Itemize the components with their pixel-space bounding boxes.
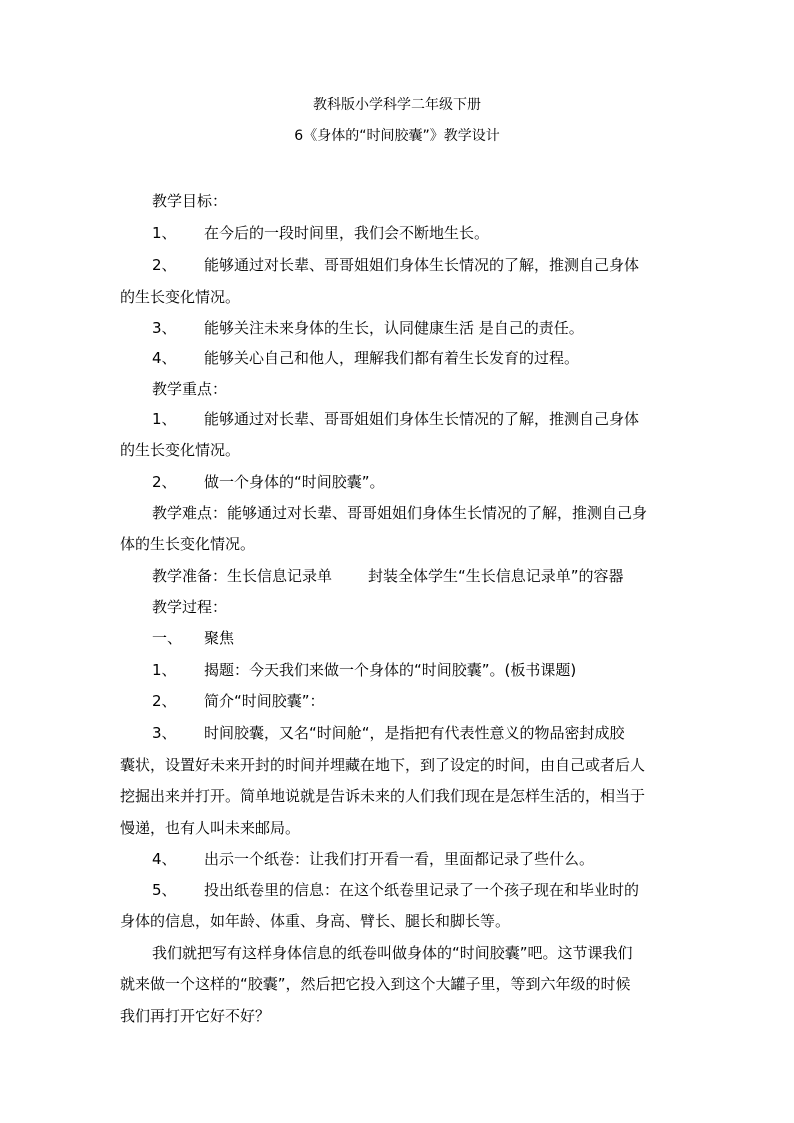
doc-title: 教科版小学科学二年级下册	[313, 97, 481, 113]
key-text: 做一个身体的“时间胶囊”。	[204, 473, 385, 491]
step-continuation: 挖掘出来并打开。简单地说就是告诉未来的人们我们现在是怎样生活的，相当于	[120, 787, 646, 805]
goal-number: 2、	[152, 256, 177, 274]
prep-label: 教学准备：生长信息记录单	[152, 567, 333, 585]
step-number: 2、	[152, 692, 177, 710]
process-heading: 教学过程：	[152, 598, 228, 616]
goals-heading: 教学目标：	[152, 192, 228, 210]
step-continuation: 身体的信息，如年龄、体重、身高、臂长、腿长和脚长等。	[120, 912, 511, 930]
step-text: 投出纸卷里的信息：在这个纸卷里记录了一个孩子现在和毕业时的	[204, 881, 640, 899]
step-text: 揭题：今天我们来做一个身体的“时间胶囊”。(板书课题)	[204, 661, 577, 679]
goal-text: 在今后的一段时间里，我们会不断地生长。	[204, 224, 490, 242]
keys-heading: 教学重点：	[152, 380, 228, 398]
goal-number: 3、	[152, 319, 177, 337]
closing-paragraph: 我们就把写有这样身体信息的纸卷叫做身体的“时间胶囊”吧。这节课我们	[152, 944, 633, 962]
goal-number: 1、	[152, 224, 177, 242]
key-text: 能够通过对长辈、哥哥姐姐们身体生长情况的了解，推测自己身体	[204, 410, 640, 428]
section-text: 聚焦	[204, 629, 235, 647]
step-number: 4、	[152, 850, 177, 868]
step-text: 时间胶囊，又名“时间舱“，是指把有代表性意义的物品密封成胶	[204, 724, 625, 742]
step-number: 1、	[152, 661, 177, 679]
goal-number: 4、	[152, 349, 177, 367]
goal-text: 能够关心自己和他人，理解我们都有着生长发育的过程。	[204, 349, 580, 367]
difficulty-line-2: 体的生长变化情况。	[120, 535, 256, 553]
step-number: 5、	[152, 881, 177, 899]
goal-text: 能够关注未来身体的生长，认同健康生活 是自己的责任。	[204, 319, 584, 337]
prep-item: 封装全体学生“生长信息记录单”的容器	[368, 567, 624, 585]
goal-text: 能够通过对长辈、哥哥姐姐们身体生长情况的了解，推测自己身体	[204, 256, 640, 274]
key-continuation: 的生长变化情况。	[120, 441, 241, 459]
key-number: 2、	[152, 473, 177, 491]
step-continuation: 慢递，也有人叫未来邮局。	[120, 819, 301, 837]
step-number: 3、	[152, 724, 177, 742]
section-number: 一、	[152, 629, 183, 647]
key-number: 1、	[152, 410, 177, 428]
step-text: 出示一个纸卷：让我们打开看一看，里面都记录了些什么。	[204, 850, 595, 868]
closing-paragraph: 就来做一个这样的“胶囊”，然后把它投入到这个大罐子里，等到六年级的时候	[120, 975, 631, 993]
goal-continuation: 的生长变化情况。	[120, 288, 241, 306]
step-continuation: 囊状，设置好未来开封的时间并埋藏在地下，到了设定的时间，由自己或者后人	[120, 756, 646, 774]
doc-subtitle: 6《身体的“时间胶囊”》教学设计	[294, 128, 500, 144]
step-text: 简介“时间胶囊”：	[204, 692, 325, 710]
closing-paragraph: 我们再打开它好不好？	[120, 1007, 271, 1025]
difficulty-line-1: 教学难点：能够通过对长辈、哥哥姐姐们身体生长情况的了解，推测自己身	[152, 504, 648, 522]
